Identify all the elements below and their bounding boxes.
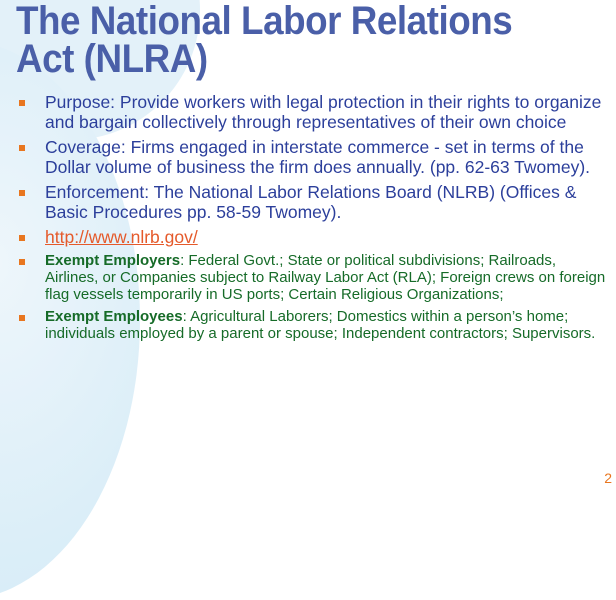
slide-title: The National Labor Relations Act (NLRA) — [16, 0, 513, 81]
bullet-list — [0, 92, 616, 347]
bullet-text: : Federal Govt.; State or political subdivisions; Railroads, Airlines, or Companies subject to Railway Labor Act (RLA); Foreign crews on foreign flag vessels temporarily in US ports; Certain Religious Organizations; — [45, 252, 606, 303]
bullet-exempt-employees — [0, 308, 616, 342]
bullet-link — [0, 227, 616, 247]
bullet-enforcement — [0, 182, 616, 222]
page-number: 2 — [604, 470, 612, 486]
exempt-employees-label: Exempt Employees — [45, 308, 183, 325]
bullet-text: Enforcement: The National Labor Relations Board (NLRB) (Offices & Basic Procedures pp. 58-59 Twomey). — [45, 182, 577, 222]
bullet-marker-icon — [19, 235, 25, 241]
bullet-marker-icon — [19, 100, 25, 106]
bullet-marker-icon — [19, 145, 25, 151]
bullet-purpose — [0, 92, 616, 132]
nlrb-link[interactable]: http://www.nlrb.gov/ — [45, 227, 198, 247]
bullet-marker-icon — [19, 190, 25, 196]
exempt-employers-label: Exempt Employers — [45, 252, 181, 269]
bullet-text: : Agricultural Laborers; Domestics within a person’s home; individuals employed by a parent or spouse; Independent contractors; Supervisors. — [45, 308, 596, 342]
bullet-text: Coverage: Firms engaged in interstate commerce - set in terms of the Dollar volume of business the firm does annually. (pp. 62-63 Twomey). — [45, 137, 591, 177]
bullet-text: Purpose: Provide workers with legal protection in their rights to organize and bargain collectively through representatives of their own choice — [45, 92, 602, 132]
bullet-exempt-employers — [0, 252, 616, 303]
bullet-coverage — [0, 137, 616, 177]
bullet-marker-icon — [19, 259, 25, 265]
bullet-marker-icon — [19, 315, 25, 321]
